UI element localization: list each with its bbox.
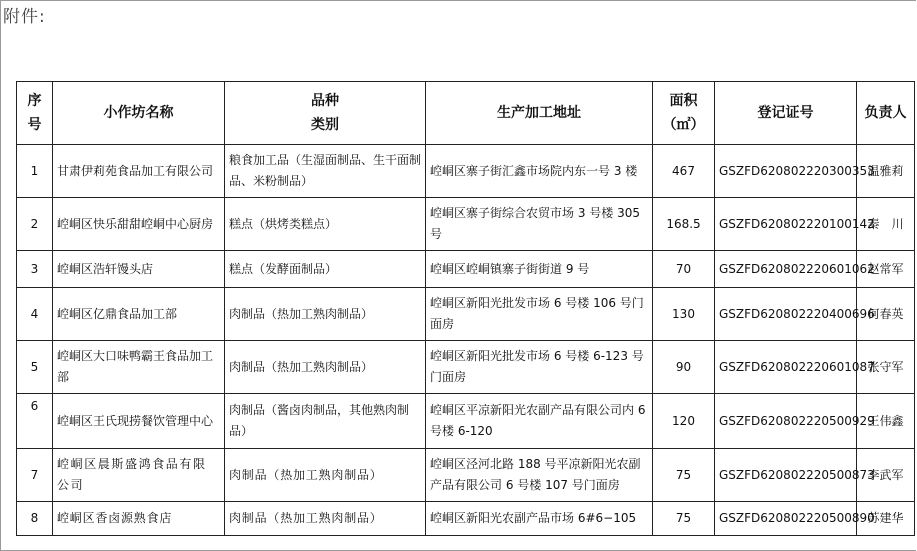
cell-license: GSZFD620802220300353 — [715, 145, 857, 198]
cell-workshop-name: 崆峒区晨斯盛鸿食品有限公司 — [53, 449, 225, 502]
cell-address: 崆峒区新阳光农副产品市场 6#6−105 — [426, 502, 653, 536]
cell-category: 糕点（烘烤类糕点） — [225, 198, 426, 251]
cell-person: 张守军 — [857, 341, 915, 394]
cell-person: 李武军 — [857, 449, 915, 502]
table-row — [17, 502, 915, 536]
cell-license: GSZFD620802220100142 — [715, 198, 857, 251]
cell-license: GSZFD620802220500929 — [715, 394, 857, 449]
cell-address: 崆峒区新阳光批发市场 6 号楼 106 号门面房 — [426, 288, 653, 341]
cell-area: 75 — [653, 449, 715, 502]
cell-address: 崆峒区崆峒镇寨子街街道 9 号 — [426, 251, 653, 288]
cell-person: 王伟鑫 — [857, 394, 915, 449]
table-row — [17, 251, 915, 288]
cell-license: GSZFD620802220601062 — [715, 251, 857, 288]
table-row — [17, 288, 915, 341]
cell-category: 肉制品（热加工熟肉制品） — [225, 341, 426, 394]
cell-person: 苏建华 — [857, 502, 915, 536]
cell-area: 120 — [653, 394, 715, 449]
cell-workshop-name: 崆峒区大口味鸭霸王食品加工部 — [53, 341, 225, 394]
header-person: 负责人 — [857, 82, 915, 145]
cell-workshop-name: 崆峒区浩轩馒头店 — [53, 251, 225, 288]
attachment-label: 附件: — [3, 7, 46, 27]
header-serial: 序 号 — [17, 82, 53, 145]
cell-license: GSZFD620802220400696 — [715, 288, 857, 341]
header-category: 品种 类别 — [225, 82, 426, 145]
cell-serial: 2 — [17, 198, 53, 251]
cell-address: 崆峒区新阳光批发市场 6 号楼 6-123 号门面房 — [426, 341, 653, 394]
cell-serial: 6 — [17, 394, 53, 449]
cell-serial: 1 — [17, 145, 53, 198]
cell-workshop-name: 崆峒区王氏现捞餐饮管理中心 — [53, 394, 225, 449]
table-row — [17, 394, 915, 449]
cell-serial: 3 — [17, 251, 53, 288]
header-workshop-name: 小作坊名称 — [53, 82, 225, 145]
cell-area: 130 — [653, 288, 715, 341]
cell-license: GSZFD620802220500890 — [715, 502, 857, 536]
cell-address: 崆峒区泾河北路 188 号平凉新阳光农副产品有限公司 6 号楼 107 号门面房 — [426, 449, 653, 502]
cell-area: 90 — [653, 341, 715, 394]
cell-person: 温雅莉 — [857, 145, 915, 198]
cell-person: 秦 川 — [857, 198, 915, 251]
cell-area: 70 — [653, 251, 715, 288]
cell-workshop-name: 甘肃伊莉苑食品加工有限公司 — [53, 145, 225, 198]
cell-serial: 4 — [17, 288, 53, 341]
cell-category: 糕点（发酵面制品） — [225, 251, 426, 288]
cell-workshop-name: 崆峒区亿鼎食品加工部 — [53, 288, 225, 341]
cell-area: 75 — [653, 502, 715, 536]
cell-address: 崆峒区寨子街综合农贸市场 3 号楼 305 号 — [426, 198, 653, 251]
table-header-row — [17, 82, 915, 145]
header-license: 登记证号 — [715, 82, 857, 145]
header-area: 面积 （㎡） — [653, 82, 715, 145]
cell-workshop-name: 崆峒区快乐甜甜崆峒中心厨房 — [53, 198, 225, 251]
table-row — [17, 198, 915, 251]
cell-serial: 8 — [17, 502, 53, 536]
cell-category: 肉制品（热加工熟肉制品） — [225, 449, 426, 502]
cell-license: GSZFD620802220500873 — [715, 449, 857, 502]
cell-person: 赵常军 — [857, 251, 915, 288]
workshop-registry-table — [16, 81, 915, 536]
cell-area: 467 — [653, 145, 715, 198]
cell-category: 粮食加工品（生湿面制品、生干面制品、米粉制品） — [225, 145, 426, 198]
cell-address: 崆峒区寨子街汇鑫市场院内东一号 3 楼 — [426, 145, 653, 198]
cell-serial: 7 — [17, 449, 53, 502]
header-address: 生产加工地址 — [426, 82, 653, 145]
cell-address: 崆峒区平凉新阳光农副产品有限公司内 6 号楼 6-120 — [426, 394, 653, 449]
cell-category: 肉制品（热加工熟肉制品） — [225, 288, 426, 341]
cell-license: GSZFD620802220601087 — [715, 341, 857, 394]
table-row — [17, 449, 915, 502]
cell-area: 168.5 — [653, 198, 715, 251]
table-row — [17, 145, 915, 198]
cell-workshop-name: 崆峒区香卤源熟食店 — [53, 502, 225, 536]
cell-person: 何春英 — [857, 288, 915, 341]
cell-category: 肉制品（酱卤肉制品，其他熟肉制品） — [225, 394, 426, 449]
table-row — [17, 341, 915, 394]
cell-category: 肉制品（热加工熟肉制品） — [225, 502, 426, 536]
cell-serial: 5 — [17, 341, 53, 394]
